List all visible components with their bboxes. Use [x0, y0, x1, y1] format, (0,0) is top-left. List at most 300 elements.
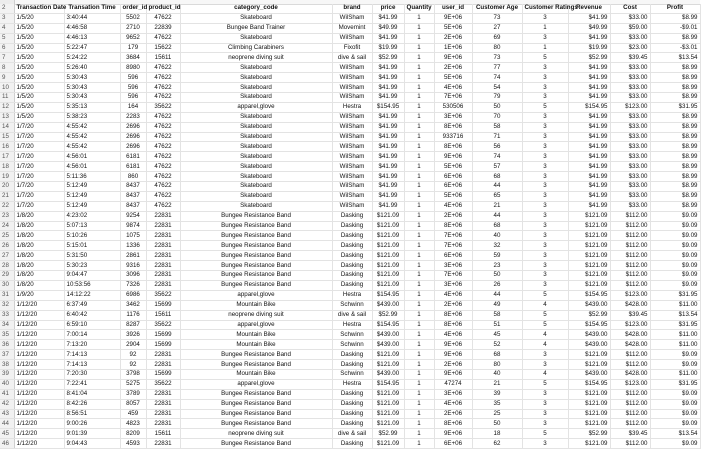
cell-revenue[interactable]: $41.99	[568, 93, 610, 103]
header-price[interactable]: price	[372, 4, 404, 13]
cell-brand[interactable]: Schwinn	[332, 369, 372, 379]
cell-order-id[interactable]: 3096	[120, 271, 146, 281]
cell-category[interactable]: Climbing Carabiners	[180, 43, 332, 53]
cell-category[interactable]: apparel,glove	[180, 320, 332, 330]
cell-category[interactable]: neoprene diving suit	[180, 429, 332, 439]
cell-rating[interactable]: 3	[522, 409, 568, 419]
cell-user-id[interactable]: 5E+06	[434, 73, 472, 83]
cell-revenue[interactable]: $439.00	[568, 300, 610, 310]
cell-user-id[interactable]: 2E+06	[434, 360, 472, 370]
cell-order-id[interactable]: 1176	[120, 310, 146, 320]
cell-rating[interactable]: 3	[522, 112, 568, 122]
cell-user-id[interactable]: 9E+06	[434, 350, 472, 360]
cell-date[interactable]: 1/12/20	[14, 320, 64, 330]
cell-price[interactable]: $41.99	[372, 33, 404, 43]
cell-quantity[interactable]: 1	[404, 280, 434, 290]
cell-profit[interactable]: $8.99	[650, 152, 700, 162]
cell-quantity[interactable]: 1	[404, 399, 434, 409]
cell-user-id[interactable]: 2E+06	[434, 33, 472, 43]
cell-revenue[interactable]: $121.09	[568, 251, 610, 261]
cell-quantity[interactable]: 1	[404, 142, 434, 152]
cell-profit[interactable]: $8.99	[650, 132, 700, 142]
cell-date[interactable]: 1/12/20	[14, 310, 64, 320]
cell-quantity[interactable]: 1	[404, 389, 434, 399]
cell-rating[interactable]: 5	[522, 379, 568, 389]
header-profit[interactable]: Profit	[650, 4, 700, 13]
cell-cost[interactable]: $112.00	[610, 399, 650, 409]
cell-product-id[interactable]: 35622	[146, 102, 180, 112]
cell-revenue[interactable]: $52.99	[568, 429, 610, 439]
cell-rating[interactable]: 3	[522, 280, 568, 290]
cell-date[interactable]: 1/5/20	[14, 93, 64, 103]
cell-age[interactable]: 74	[472, 152, 522, 162]
row-number[interactable]: 27	[0, 251, 14, 261]
cell-product-id[interactable]: 22831	[146, 251, 180, 261]
cell-profit[interactable]: $8.99	[650, 33, 700, 43]
cell-brand[interactable]: WilSham	[332, 33, 372, 43]
cell-profit[interactable]: $8.99	[650, 201, 700, 211]
row-number[interactable]: 2	[0, 4, 14, 13]
cell-revenue[interactable]: $41.99	[568, 13, 610, 23]
row-number[interactable]: 12	[0, 102, 14, 112]
cell-date[interactable]: 1/5/20	[14, 112, 64, 122]
cell-age[interactable]: 50	[472, 102, 522, 112]
cell-profit[interactable]: $8.99	[650, 112, 700, 122]
cell-cost[interactable]: $112.00	[610, 211, 650, 221]
cell-profit[interactable]: $13.54	[650, 429, 700, 439]
cell-order-id[interactable]: 2696	[120, 132, 146, 142]
cell-date[interactable]: 1/7/20	[14, 201, 64, 211]
cell-date[interactable]: 1/12/20	[14, 399, 64, 409]
cell-user-id[interactable]: 4E+06	[434, 201, 472, 211]
cell-order-id[interactable]: 596	[120, 73, 146, 83]
cell-user-id[interactable]: 3E+06	[434, 112, 472, 122]
cell-cost[interactable]: $33.00	[610, 201, 650, 211]
cell-price[interactable]: $154.95	[372, 290, 404, 300]
cell-revenue[interactable]: $41.99	[568, 152, 610, 162]
cell-order-id[interactable]: 2283	[120, 112, 146, 122]
cell-price[interactable]: $41.99	[372, 63, 404, 73]
cell-brand[interactable]: dive & sail	[332, 429, 372, 439]
cell-user-id[interactable]: 4E+06	[434, 83, 472, 93]
cell-revenue[interactable]: $121.09	[568, 231, 610, 241]
cell-user-id[interactable]: 9E+06	[434, 340, 472, 350]
cell-quantity[interactable]: 1	[404, 439, 434, 449]
cell-time[interactable]: 7:00:14	[64, 330, 120, 340]
cell-revenue[interactable]: $121.09	[568, 399, 610, 409]
cell-product-id[interactable]: 15611	[146, 310, 180, 320]
cell-rating[interactable]: 3	[522, 162, 568, 172]
cell-brand[interactable]: Schwinn	[332, 340, 372, 350]
cell-user-id[interactable]: 3E+06	[434, 261, 472, 271]
cell-revenue[interactable]: $121.09	[568, 271, 610, 281]
cell-rating[interactable]: 3	[522, 231, 568, 241]
cell-revenue[interactable]: $121.09	[568, 360, 610, 370]
cell-time[interactable]: 6:40:42	[64, 310, 120, 320]
cell-time[interactable]: 5:22:47	[64, 43, 120, 53]
cell-rating[interactable]: 3	[522, 191, 568, 201]
cell-quantity[interactable]: 1	[404, 350, 434, 360]
cell-quantity[interactable]: 1	[404, 201, 434, 211]
cell-date[interactable]: 1/12/20	[14, 330, 64, 340]
cell-quantity[interactable]: 1	[404, 83, 434, 93]
cell-revenue[interactable]: $41.99	[568, 132, 610, 142]
cell-user-id[interactable]: 8E+06	[434, 221, 472, 231]
cell-product-id[interactable]: 15622	[146, 43, 180, 53]
cell-profit[interactable]: $8.99	[650, 182, 700, 192]
cell-user-id[interactable]: 47274	[434, 379, 472, 389]
cell-date[interactable]: 1/7/20	[14, 142, 64, 152]
cell-cost[interactable]: $428.00	[610, 330, 650, 340]
cell-rating[interactable]: 3	[522, 251, 568, 261]
cell-cost[interactable]: $33.00	[610, 172, 650, 182]
cell-product-id[interactable]: 35622	[146, 320, 180, 330]
cell-age[interactable]: 73	[472, 53, 522, 63]
cell-revenue[interactable]: $121.09	[568, 241, 610, 251]
cell-product-id[interactable]: 47622	[146, 73, 180, 83]
cell-cost[interactable]: $428.00	[610, 340, 650, 350]
row-number[interactable]: 15	[0, 132, 14, 142]
cell-cost[interactable]: $123.00	[610, 320, 650, 330]
cell-cost[interactable]: $112.00	[610, 439, 650, 449]
cell-price[interactable]: $439.00	[372, 369, 404, 379]
cell-product-id[interactable]: 22831	[146, 231, 180, 241]
cell-age[interactable]: 18	[472, 429, 522, 439]
cell-time[interactable]: 5:12:49	[64, 191, 120, 201]
cell-product-id[interactable]: 22831	[146, 399, 180, 409]
row-number[interactable]: 33	[0, 310, 14, 320]
cell-cost[interactable]: $112.00	[610, 261, 650, 271]
cell-category[interactable]: Skateboard	[180, 93, 332, 103]
cell-profit[interactable]: $31.95	[650, 379, 700, 389]
cell-age[interactable]: 71	[472, 132, 522, 142]
cell-quantity[interactable]: 1	[404, 419, 434, 429]
cell-time[interactable]: 6:59:10	[64, 320, 120, 330]
cell-age[interactable]: 26	[472, 280, 522, 290]
cell-price[interactable]: $154.95	[372, 379, 404, 389]
cell-category[interactable]: Skateboard	[180, 83, 332, 93]
cell-price[interactable]: $41.99	[372, 142, 404, 152]
cell-profit[interactable]: $13.54	[650, 310, 700, 320]
row-number[interactable]: 25	[0, 231, 14, 241]
cell-revenue[interactable]: $439.00	[568, 340, 610, 350]
cell-date[interactable]: 1/7/20	[14, 122, 64, 132]
cell-product-id[interactable]: 47622	[146, 182, 180, 192]
header-customer-ratings[interactable]: Customer Ratings	[522, 4, 568, 13]
cell-product-id[interactable]: 22831	[146, 261, 180, 271]
cell-age[interactable]: 50	[472, 419, 522, 429]
cell-category[interactable]: Bungee Resistance Band	[180, 271, 332, 281]
cell-cost[interactable]: $112.00	[610, 419, 650, 429]
cell-order-id[interactable]: 596	[120, 83, 146, 93]
cell-profit[interactable]: $9.09	[650, 360, 700, 370]
cell-category[interactable]: apparel,glove	[180, 102, 332, 112]
cell-user-id[interactable]: 6E+06	[434, 182, 472, 192]
row-number[interactable]: 42	[0, 399, 14, 409]
cell-time[interactable]: 9:01:39	[64, 429, 120, 439]
cell-revenue[interactable]: $121.09	[568, 280, 610, 290]
cell-profit[interactable]: $8.99	[650, 93, 700, 103]
cell-time[interactable]: 8:42:26	[64, 399, 120, 409]
cell-order-id[interactable]: 3926	[120, 330, 146, 340]
cell-revenue[interactable]: $121.09	[568, 350, 610, 360]
cell-time[interactable]: 9:04:43	[64, 439, 120, 449]
cell-cost[interactable]: $112.00	[610, 271, 650, 281]
cell-price[interactable]: $121.09	[372, 280, 404, 290]
cell-user-id[interactable]: 9E+06	[434, 369, 472, 379]
row-number[interactable]: 21	[0, 191, 14, 201]
row-number[interactable]: 9	[0, 73, 14, 83]
cell-quantity[interactable]: 1	[404, 162, 434, 172]
cell-rating[interactable]: 5	[522, 320, 568, 330]
cell-date[interactable]: 1/12/20	[14, 429, 64, 439]
cell-date[interactable]: 1/7/20	[14, 132, 64, 142]
row-number[interactable]: 32	[0, 300, 14, 310]
cell-revenue[interactable]: $439.00	[568, 369, 610, 379]
row-number[interactable]: 3	[0, 13, 14, 23]
cell-cost[interactable]: $112.00	[610, 389, 650, 399]
cell-profit[interactable]: $31.95	[650, 102, 700, 112]
cell-quantity[interactable]: 1	[404, 93, 434, 103]
cell-category[interactable]: Mountain Bike	[180, 330, 332, 340]
cell-cost[interactable]: $112.00	[610, 360, 650, 370]
cell-quantity[interactable]: 1	[404, 429, 434, 439]
cell-product-id[interactable]: 47622	[146, 33, 180, 43]
cell-order-id[interactable]: 8437	[120, 201, 146, 211]
cell-brand[interactable]: Dasking	[332, 419, 372, 429]
cell-order-id[interactable]: 92	[120, 350, 146, 360]
cell-category[interactable]: Skateboard	[180, 132, 332, 142]
cell-rating[interactable]: 3	[522, 93, 568, 103]
cell-profit[interactable]: $9.09	[650, 251, 700, 261]
cell-product-id[interactable]: 15611	[146, 53, 180, 63]
cell-time[interactable]: 5:30:23	[64, 261, 120, 271]
cell-revenue[interactable]: $41.99	[568, 33, 610, 43]
cell-revenue[interactable]: $41.99	[568, 162, 610, 172]
cell-date[interactable]: 1/8/20	[14, 251, 64, 261]
cell-time[interactable]: 9:04:47	[64, 271, 120, 281]
row-number[interactable]: 5	[0, 33, 14, 43]
cell-profit[interactable]: $13.54	[650, 53, 700, 63]
cell-date[interactable]: 1/12/20	[14, 419, 64, 429]
cell-user-id[interactable]: 6E+06	[434, 251, 472, 261]
cell-brand[interactable]: WilSham	[332, 83, 372, 93]
cell-age[interactable]: 56	[472, 142, 522, 152]
cell-quantity[interactable]: 1	[404, 23, 434, 33]
cell-cost[interactable]: $112.00	[610, 231, 650, 241]
cell-age[interactable]: 40	[472, 369, 522, 379]
cell-price[interactable]: $41.99	[372, 162, 404, 172]
cell-quantity[interactable]: 1	[404, 182, 434, 192]
row-number[interactable]: 10	[0, 83, 14, 93]
cell-brand[interactable]: WilSham	[332, 152, 372, 162]
cell-age[interactable]: 49	[472, 300, 522, 310]
cell-age[interactable]: 32	[472, 241, 522, 251]
cell-revenue[interactable]: $41.99	[568, 142, 610, 152]
row-number[interactable]: 20	[0, 182, 14, 192]
cell-date[interactable]: 1/9/20	[14, 290, 64, 300]
cell-time[interactable]: 4:23:02	[64, 211, 120, 221]
cell-cost[interactable]: $123.00	[610, 379, 650, 389]
cell-profit[interactable]: $8.99	[650, 122, 700, 132]
cell-date[interactable]: 1/8/20	[14, 211, 64, 221]
cell-time[interactable]: 5:07:13	[64, 221, 120, 231]
cell-revenue[interactable]: $154.95	[568, 320, 610, 330]
cell-product-id[interactable]: 47622	[146, 152, 180, 162]
cell-rating[interactable]: 3	[522, 419, 568, 429]
cell-order-id[interactable]: 8209	[120, 429, 146, 439]
cell-price[interactable]: $439.00	[372, 340, 404, 350]
cell-time[interactable]: 4:46:13	[64, 33, 120, 43]
cell-age[interactable]: 68	[472, 172, 522, 182]
cell-brand[interactable]: Hestra	[332, 290, 372, 300]
cell-quantity[interactable]: 1	[404, 271, 434, 281]
cell-price[interactable]: $121.09	[372, 231, 404, 241]
cell-category[interactable]: Mountain Bike	[180, 300, 332, 310]
cell-product-id[interactable]: 15699	[146, 330, 180, 340]
cell-price[interactable]: $154.95	[372, 320, 404, 330]
cell-revenue[interactable]: $121.09	[568, 211, 610, 221]
cell-category[interactable]: Skateboard	[180, 63, 332, 73]
cell-brand[interactable]: Dasking	[332, 261, 372, 271]
cell-age[interactable]: 54	[472, 83, 522, 93]
cell-order-id[interactable]: 1075	[120, 231, 146, 241]
cell-brand[interactable]: Dasking	[332, 241, 372, 251]
cell-price[interactable]: $19.99	[372, 43, 404, 53]
cell-time[interactable]: 4:55:42	[64, 122, 120, 132]
cell-brand[interactable]: Dasking	[332, 389, 372, 399]
cell-quantity[interactable]: 1	[404, 33, 434, 43]
cell-brand[interactable]: dive & sail	[332, 310, 372, 320]
cell-time[interactable]: 5:11:36	[64, 172, 120, 182]
cell-profit[interactable]: $9.09	[650, 280, 700, 290]
cell-user-id[interactable]: 9E+06	[434, 53, 472, 63]
cell-time[interactable]: 8:56:51	[64, 409, 120, 419]
cell-user-id[interactable]: 530506	[434, 102, 472, 112]
cell-brand[interactable]: Dasking	[332, 409, 372, 419]
cell-price[interactable]: $121.09	[372, 271, 404, 281]
cell-rating[interactable]: 3	[522, 13, 568, 23]
cell-price[interactable]: $41.99	[372, 201, 404, 211]
row-number[interactable]: 22	[0, 201, 14, 211]
cell-age[interactable]: 27	[472, 23, 522, 33]
cell-category[interactable]: Skateboard	[180, 122, 332, 132]
cell-price[interactable]: $52.99	[372, 53, 404, 63]
cell-user-id[interactable]: 1E+06	[434, 43, 472, 53]
cell-brand[interactable]: Dasking	[332, 211, 372, 221]
cell-category[interactable]: Bungee Resistance Band	[180, 399, 332, 409]
cell-cost[interactable]: $33.00	[610, 142, 650, 152]
cell-revenue[interactable]: $121.09	[568, 409, 610, 419]
cell-user-id[interactable]: 7E+06	[434, 241, 472, 251]
row-number[interactable]: 16	[0, 142, 14, 152]
cell-user-id[interactable]: 6E+06	[434, 172, 472, 182]
cell-price[interactable]: $41.99	[372, 13, 404, 23]
row-number[interactable]: 7	[0, 53, 14, 63]
cell-age[interactable]: 59	[472, 251, 522, 261]
cell-quantity[interactable]: 1	[404, 172, 434, 182]
cell-date[interactable]: 1/12/20	[14, 409, 64, 419]
cell-category[interactable]: Skateboard	[180, 182, 332, 192]
cell-profit[interactable]: $11.00	[650, 340, 700, 350]
cell-user-id[interactable]: 9E+06	[434, 152, 472, 162]
cell-price[interactable]: $121.09	[372, 409, 404, 419]
cell-cost[interactable]: $33.00	[610, 83, 650, 93]
cell-product-id[interactable]: 47622	[146, 112, 180, 122]
cell-quantity[interactable]: 1	[404, 251, 434, 261]
cell-brand[interactable]: Hestra	[332, 102, 372, 112]
cell-brand[interactable]: Dasking	[332, 271, 372, 281]
cell-quantity[interactable]: 1	[404, 13, 434, 23]
cell-profit[interactable]: $9.09	[650, 419, 700, 429]
cell-product-id[interactable]: 35622	[146, 379, 180, 389]
cell-category[interactable]: neoprene diving suit	[180, 53, 332, 63]
cell-category[interactable]: Skateboard	[180, 13, 332, 23]
cell-category[interactable]: Skateboard	[180, 152, 332, 162]
cell-brand[interactable]: Dasking	[332, 360, 372, 370]
row-number[interactable]: 14	[0, 122, 14, 132]
cell-date[interactable]: 1/5/20	[14, 83, 64, 93]
cell-user-id[interactable]: 5E+06	[434, 162, 472, 172]
cell-user-id[interactable]: 2E+06	[434, 409, 472, 419]
cell-profit[interactable]: $9.09	[650, 261, 700, 271]
row-number[interactable]: 18	[0, 162, 14, 172]
cell-product-id[interactable]: 47622	[146, 162, 180, 172]
row-number[interactable]: 41	[0, 389, 14, 399]
cell-profit[interactable]: $9.09	[650, 409, 700, 419]
cell-product-id[interactable]: 47622	[146, 132, 180, 142]
cell-price[interactable]: $121.09	[372, 261, 404, 271]
cell-profit[interactable]: $9.09	[650, 221, 700, 231]
cell-revenue[interactable]: $52.99	[568, 53, 610, 63]
cell-age[interactable]: 52	[472, 340, 522, 350]
cell-age[interactable]: 44	[472, 182, 522, 192]
cell-date[interactable]: 1/7/20	[14, 152, 64, 162]
cell-price[interactable]: $121.09	[372, 241, 404, 251]
cell-date[interactable]: 1/8/20	[14, 231, 64, 241]
cell-rating[interactable]: 5	[522, 53, 568, 63]
cell-revenue[interactable]: $121.09	[568, 261, 610, 271]
cell-profit[interactable]: $8.99	[650, 63, 700, 73]
cell-category[interactable]: Bungee Resistance Band	[180, 221, 332, 231]
cell-date[interactable]: 1/8/20	[14, 241, 64, 251]
cell-category[interactable]: Bungee Resistance Band	[180, 360, 332, 370]
cell-order-id[interactable]: 8437	[120, 191, 146, 201]
row-number[interactable]: 39	[0, 369, 14, 379]
cell-rating[interactable]: 3	[522, 132, 568, 142]
cell-cost[interactable]: $33.00	[610, 63, 650, 73]
cell-order-id[interactable]: 3798	[120, 369, 146, 379]
cell-cost[interactable]: $112.00	[610, 280, 650, 290]
cell-date[interactable]: 1/12/20	[14, 350, 64, 360]
cell-time[interactable]: 5:26:40	[64, 63, 120, 73]
cell-product-id[interactable]: 22831	[146, 419, 180, 429]
cell-profit[interactable]: -$9.01	[650, 23, 700, 33]
cell-age[interactable]: 62	[472, 439, 522, 449]
cell-price[interactable]: $41.99	[372, 73, 404, 83]
cell-cost[interactable]: $112.00	[610, 350, 650, 360]
cell-time[interactable]: 5:24:22	[64, 53, 120, 63]
cell-time[interactable]: 9:00:26	[64, 419, 120, 429]
cell-price[interactable]: $41.99	[372, 83, 404, 93]
cell-age[interactable]: 50	[472, 271, 522, 281]
cell-rating[interactable]: 3	[522, 271, 568, 281]
cell-quantity[interactable]: 1	[404, 132, 434, 142]
row-number[interactable]: 38	[0, 360, 14, 370]
cell-date[interactable]: 1/12/20	[14, 360, 64, 370]
cell-product-id[interactable]: 22831	[146, 360, 180, 370]
cell-product-id[interactable]: 22831	[146, 211, 180, 221]
